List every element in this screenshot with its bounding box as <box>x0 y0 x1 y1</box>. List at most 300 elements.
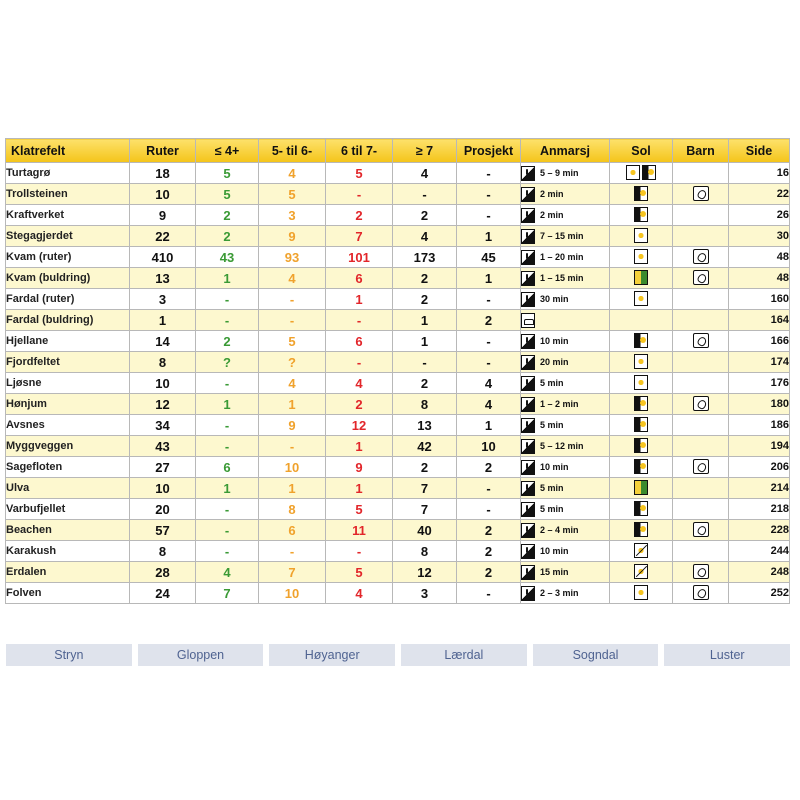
cell-klatrefelt: Beachen <box>6 520 130 541</box>
cell-sol <box>610 520 673 541</box>
cell-barn <box>673 331 729 352</box>
table-row <box>6 415 790 436</box>
cell-klatrefelt: Ulva <box>6 478 130 499</box>
walk-icon <box>521 334 535 349</box>
cell-grade-5-6: 5 <box>259 331 326 352</box>
cell-grade-5-6: 93 <box>259 247 326 268</box>
cell-grade-5-6: 8 <box>259 499 326 520</box>
anmarsj-time: 20 min <box>540 356 569 367</box>
cell-grade-7: 2 <box>393 457 457 478</box>
anmarsj-time: 5 – 9 min <box>540 167 579 178</box>
cell-grade-7: 13 <box>393 415 457 436</box>
cell-grade-7: 1 <box>393 310 457 331</box>
table-row <box>6 373 790 394</box>
table-row <box>6 583 790 604</box>
col-header-prosjekt: Prosjekt <box>457 139 521 163</box>
cell-grade-4: - <box>196 436 259 457</box>
cell-ruter: 24 <box>130 583 196 604</box>
cell-grade-7: 4 <box>393 226 457 247</box>
cell-grade-4: ? <box>196 352 259 373</box>
cell-sol <box>610 415 673 436</box>
cell-grade-4: 5 <box>196 184 259 205</box>
cell-grade-5-6: - <box>259 541 326 562</box>
anmarsj-time: 5 min <box>540 419 564 430</box>
cell-grade-6-7: 6 <box>326 331 393 352</box>
cell-side: 228 <box>729 520 790 541</box>
cell-prosjekt: - <box>457 583 521 604</box>
sun-icon <box>634 375 648 390</box>
cell-anmarsj <box>521 352 610 373</box>
walk-icon <box>521 271 535 286</box>
table-row <box>6 520 790 541</box>
cell-grade-7: 2 <box>393 268 457 289</box>
table-row <box>6 331 790 352</box>
cell-ruter: 20 <box>130 499 196 520</box>
cell-side: 174 <box>729 352 790 373</box>
cell-prosjekt: 4 <box>457 394 521 415</box>
cell-barn <box>673 562 729 583</box>
cell-ruter: 9 <box>130 205 196 226</box>
cell-grade-5-6: 10 <box>259 583 326 604</box>
sun-icon <box>634 228 648 243</box>
cell-grade-6-7: 2 <box>326 394 393 415</box>
cell-grade-7: 2 <box>393 205 457 226</box>
walk-icon <box>521 460 535 475</box>
table-row <box>6 226 790 247</box>
cell-sol <box>610 205 673 226</box>
cell-klatrefelt: Folven <box>6 583 130 604</box>
cell-anmarsj <box>521 562 610 583</box>
walk-icon <box>521 250 535 265</box>
cell-barn <box>673 394 729 415</box>
cell-anmarsj <box>521 184 610 205</box>
cell-klatrefelt: Erdalen <box>6 562 130 583</box>
cell-klatrefelt: Kraftverket <box>6 205 130 226</box>
cell-klatrefelt: Avsnes <box>6 415 130 436</box>
cell-grade-6-7: 1 <box>326 478 393 499</box>
cell-anmarsj <box>521 541 610 562</box>
cell-grade-4: 43 <box>196 247 259 268</box>
table-row <box>6 205 790 226</box>
cell-grade-5-6: 1 <box>259 478 326 499</box>
cell-barn <box>673 205 729 226</box>
cell-prosjekt: - <box>457 163 521 184</box>
cell-sol <box>610 541 673 562</box>
cell-barn <box>673 247 729 268</box>
anmarsj-time: 5 min <box>540 503 564 514</box>
sun-icon <box>634 291 648 306</box>
cell-klatrefelt: Karakush <box>6 541 130 562</box>
walk-icon <box>521 565 535 580</box>
cell-side: 218 <box>729 499 790 520</box>
region-tab-stryn: Stryn <box>6 644 132 666</box>
anmarsj-time: 15 min <box>540 566 569 577</box>
cell-grade-5-6: 7 <box>259 562 326 583</box>
walk-icon <box>521 187 535 202</box>
cell-grade-6-7: 6 <box>326 268 393 289</box>
table-row <box>6 478 790 499</box>
table-row <box>6 457 790 478</box>
cell-sol <box>610 184 673 205</box>
cell-grade-6-7: 1 <box>326 436 393 457</box>
cell-anmarsj <box>521 478 610 499</box>
cell-grade-4: - <box>196 541 259 562</box>
cell-sol <box>610 499 673 520</box>
cell-sol <box>610 373 673 394</box>
cell-grade-6-7: 5 <box>326 499 393 520</box>
cell-grade-4: 6 <box>196 457 259 478</box>
walk-icon <box>521 523 535 538</box>
cell-grade-7: - <box>393 352 457 373</box>
cell-grade-4: - <box>196 373 259 394</box>
cell-anmarsj <box>521 415 610 436</box>
anmarsj-time: 5 – 12 min <box>540 440 584 451</box>
cell-grade-7: 8 <box>393 394 457 415</box>
cell-sol <box>610 562 673 583</box>
cell-grade-4: 1 <box>196 394 259 415</box>
cell-grade-6-7: - <box>326 310 393 331</box>
cell-barn <box>673 583 729 604</box>
cell-ruter: 34 <box>130 415 196 436</box>
forest-shade-icon <box>634 270 648 285</box>
cell-side: 26 <box>729 205 790 226</box>
cell-grade-7: 7 <box>393 478 457 499</box>
cell-barn <box>673 436 729 457</box>
anmarsj-time: 2 min <box>540 209 564 220</box>
cell-klatrefelt: Hønjum <box>6 394 130 415</box>
cell-grade-5-6: 10 <box>259 457 326 478</box>
cell-grade-7: 40 <box>393 520 457 541</box>
cell-ruter: 1 <box>130 310 196 331</box>
cell-side: 16 <box>729 163 790 184</box>
cell-ruter: 10 <box>130 373 196 394</box>
climbing-areas-table-wrapper <box>5 138 789 604</box>
region-bar <box>6 644 790 666</box>
child-friendly-icon <box>693 585 709 600</box>
walk-icon <box>521 397 535 412</box>
walk-icon <box>521 376 535 391</box>
child-friendly-icon <box>693 333 709 348</box>
walk-icon <box>521 586 535 601</box>
cell-grade-5-6: - <box>259 310 326 331</box>
child-friendly-icon <box>693 270 709 285</box>
child-friendly-icon <box>693 459 709 474</box>
walk-icon <box>521 544 535 559</box>
cell-grade-5-6: - <box>259 289 326 310</box>
cell-grade-4: - <box>196 415 259 436</box>
anmarsj-time: 2 min <box>540 188 564 199</box>
cell-prosjekt: 1 <box>457 415 521 436</box>
cell-side: 48 <box>729 268 790 289</box>
cell-prosjekt: 45 <box>457 247 521 268</box>
cell-sol <box>610 310 673 331</box>
cell-grade-4: - <box>196 289 259 310</box>
col-header-barn: Barn <box>673 139 729 163</box>
cell-ruter: 13 <box>130 268 196 289</box>
anmarsj-time: 10 min <box>540 461 569 472</box>
walk-icon <box>521 208 535 223</box>
cell-sol <box>610 289 673 310</box>
cell-grade-5-6: 6 <box>259 520 326 541</box>
cell-prosjekt: 2 <box>457 541 521 562</box>
walk-icon <box>521 292 535 307</box>
col-header-anmarsj: Anmarsj <box>521 139 610 163</box>
cell-anmarsj <box>521 289 610 310</box>
cell-ruter: 8 <box>130 541 196 562</box>
climbing-areas-table <box>5 138 790 604</box>
table-row <box>6 499 790 520</box>
child-friendly-icon <box>693 186 709 201</box>
cell-side: 160 <box>729 289 790 310</box>
cell-klatrefelt: Myggveggen <box>6 436 130 457</box>
cell-barn <box>673 478 729 499</box>
cell-ruter: 3 <box>130 289 196 310</box>
cell-barn <box>673 415 729 436</box>
anmarsj-time: 30 min <box>540 293 569 304</box>
cell-barn <box>673 289 729 310</box>
cell-ruter: 10 <box>130 478 196 499</box>
child-friendly-icon <box>693 396 709 411</box>
cell-side: 248 <box>729 562 790 583</box>
cell-ruter: 10 <box>130 184 196 205</box>
cell-grade-6-7: 12 <box>326 415 393 436</box>
cell-klatrefelt: Turtagrø <box>6 163 130 184</box>
anmarsj-time: 10 min <box>540 335 569 346</box>
child-friendly-icon <box>693 564 709 579</box>
child-friendly-icon <box>693 522 709 537</box>
cell-ruter: 43 <box>130 436 196 457</box>
table-row <box>6 268 790 289</box>
cell-sol <box>610 163 673 184</box>
half-shade-icon <box>634 459 648 474</box>
cell-klatrefelt: Hjellane <box>6 331 130 352</box>
cell-grade-5-6: 4 <box>259 163 326 184</box>
cell-anmarsj <box>521 331 610 352</box>
cell-grade-4: 7 <box>196 583 259 604</box>
half-shade-icon <box>634 207 648 222</box>
cell-grade-6-7: 7 <box>326 226 393 247</box>
cell-grade-6-7: 9 <box>326 457 393 478</box>
cell-prosjekt: 2 <box>457 457 521 478</box>
cell-grade-5-6: 4 <box>259 373 326 394</box>
cell-grade-6-7: 4 <box>326 583 393 604</box>
table-body <box>6 163 790 604</box>
table-row <box>6 352 790 373</box>
sun-icon <box>634 354 648 369</box>
sun-icon <box>626 165 640 180</box>
cell-side: 22 <box>729 184 790 205</box>
cell-grade-6-7: 5 <box>326 163 393 184</box>
cell-grade-6-7: 4 <box>326 373 393 394</box>
cell-grade-7: 4 <box>393 163 457 184</box>
cell-prosjekt: 2 <box>457 310 521 331</box>
cell-anmarsj <box>521 373 610 394</box>
cell-barn <box>673 226 729 247</box>
table-row <box>6 247 790 268</box>
cell-side: 30 <box>729 226 790 247</box>
cell-klatrefelt: Stegagjerdet <box>6 226 130 247</box>
cell-grade-4: 1 <box>196 478 259 499</box>
cell-prosjekt: - <box>457 478 521 499</box>
child-friendly-icon <box>693 249 709 264</box>
cell-grade-4: - <box>196 310 259 331</box>
cell-prosjekt: 4 <box>457 373 521 394</box>
half-shade-icon <box>634 333 648 348</box>
cell-grade-6-7: 101 <box>326 247 393 268</box>
cell-side: 244 <box>729 541 790 562</box>
sun-icon <box>634 585 648 600</box>
cell-barn <box>673 520 729 541</box>
cell-ruter: 22 <box>130 226 196 247</box>
cell-ruter: 28 <box>130 562 196 583</box>
anmarsj-time: 5 min <box>540 377 564 388</box>
cell-grade-4: - <box>196 499 259 520</box>
walk-icon <box>521 166 535 181</box>
col-header-grade-7: ≥ 7 <box>393 139 457 163</box>
cell-grade-7: 8 <box>393 541 457 562</box>
col-header-sol: Sol <box>610 139 673 163</box>
cell-grade-7: - <box>393 184 457 205</box>
walk-icon <box>521 229 535 244</box>
cell-grade-6-7: 11 <box>326 520 393 541</box>
cell-prosjekt: - <box>457 352 521 373</box>
cell-grade-5-6: 4 <box>259 268 326 289</box>
table-row <box>6 289 790 310</box>
header-row <box>6 139 790 163</box>
anmarsj-time: 1 – 15 min <box>540 272 584 283</box>
region-tab-sogndal: Sogndal <box>533 644 659 666</box>
cell-barn <box>673 310 729 331</box>
cell-grade-7: 7 <box>393 499 457 520</box>
cell-barn <box>673 352 729 373</box>
cell-anmarsj <box>521 268 610 289</box>
cell-prosjekt: - <box>457 331 521 352</box>
cell-barn <box>673 184 729 205</box>
half-shade-icon <box>634 396 648 411</box>
table-row <box>6 310 790 331</box>
cell-sol <box>610 268 673 289</box>
car-icon <box>521 313 535 328</box>
anmarsj-time: 2 – 3 min <box>540 587 579 598</box>
cell-grade-6-7: 2 <box>326 205 393 226</box>
cell-sol <box>610 394 673 415</box>
cell-anmarsj <box>521 583 610 604</box>
walk-icon <box>521 502 535 517</box>
cell-side: 252 <box>729 583 790 604</box>
cell-grade-7: 12 <box>393 562 457 583</box>
cell-grade-7: 2 <box>393 289 457 310</box>
cell-sol <box>610 478 673 499</box>
cell-prosjekt: 10 <box>457 436 521 457</box>
region-tab-laerdal: Lærdal <box>401 644 527 666</box>
half-shade-icon <box>634 438 648 453</box>
cell-grade-5-6: 9 <box>259 226 326 247</box>
cell-side: 206 <box>729 457 790 478</box>
cell-grade-4: 2 <box>196 226 259 247</box>
cell-side: 164 <box>729 310 790 331</box>
cell-klatrefelt: Kvam (ruter) <box>6 247 130 268</box>
walk-icon <box>521 439 535 454</box>
cell-barn <box>673 268 729 289</box>
table-row <box>6 436 790 457</box>
cell-grade-4: - <box>196 520 259 541</box>
no-sun-icon <box>634 564 648 579</box>
cell-klatrefelt: Sagefloten <box>6 457 130 478</box>
cell-prosjekt: - <box>457 289 521 310</box>
cell-grade-4: 2 <box>196 331 259 352</box>
table-row <box>6 163 790 184</box>
cell-anmarsj <box>521 205 610 226</box>
cell-ruter: 27 <box>130 457 196 478</box>
cell-side: 166 <box>729 331 790 352</box>
cell-prosjekt: - <box>457 499 521 520</box>
cell-grade-7: 173 <box>393 247 457 268</box>
walk-icon <box>521 418 535 433</box>
cell-grade-5-6: - <box>259 436 326 457</box>
cell-klatrefelt: Ljøsne <box>6 373 130 394</box>
cell-side: 48 <box>729 247 790 268</box>
cell-klatrefelt: Trollsteinen <box>6 184 130 205</box>
cell-klatrefelt: Kvam (buldring) <box>6 268 130 289</box>
anmarsj-time: 1 – 20 min <box>540 251 584 262</box>
cell-anmarsj <box>521 247 610 268</box>
cell-prosjekt: - <box>457 184 521 205</box>
cell-grade-7: 42 <box>393 436 457 457</box>
cell-prosjekt: 2 <box>457 562 521 583</box>
cell-anmarsj <box>521 520 610 541</box>
half-shade-icon <box>634 417 648 432</box>
half-shade-icon <box>634 186 648 201</box>
cell-ruter: 12 <box>130 394 196 415</box>
table-row <box>6 541 790 562</box>
anmarsj-time: 1 – 2 min <box>540 398 579 409</box>
walk-icon <box>521 481 535 496</box>
cell-barn <box>673 499 729 520</box>
cell-prosjekt: 1 <box>457 268 521 289</box>
anmarsj-time: 2 – 4 min <box>540 524 579 535</box>
cell-sol <box>610 436 673 457</box>
cell-anmarsj <box>521 226 610 247</box>
cell-grade-6-7: - <box>326 352 393 373</box>
anmarsj-time: 7 – 15 min <box>540 230 584 241</box>
cell-grade-5-6: 3 <box>259 205 326 226</box>
cell-grade-7: 2 <box>393 373 457 394</box>
cell-grade-5-6: 1 <box>259 394 326 415</box>
cell-barn <box>673 163 729 184</box>
region-tab-hoyanger: Høyanger <box>269 644 395 666</box>
anmarsj-time: 10 min <box>540 545 569 556</box>
cell-side: 176 <box>729 373 790 394</box>
cell-side: 186 <box>729 415 790 436</box>
cell-anmarsj <box>521 436 610 457</box>
cell-anmarsj <box>521 394 610 415</box>
cell-klatrefelt: Fjordfeltet <box>6 352 130 373</box>
cell-side: 180 <box>729 394 790 415</box>
cell-anmarsj <box>521 457 610 478</box>
cell-barn <box>673 541 729 562</box>
cell-side: 214 <box>729 478 790 499</box>
cell-ruter: 18 <box>130 163 196 184</box>
cell-side: 194 <box>729 436 790 457</box>
col-header-side: Side <box>729 139 790 163</box>
cell-grade-4: 1 <box>196 268 259 289</box>
cell-sol <box>610 247 673 268</box>
cell-grade-6-7: 1 <box>326 289 393 310</box>
cell-grade-5-6: 9 <box>259 415 326 436</box>
cell-anmarsj <box>521 310 610 331</box>
col-header-grade-4: ≤ 4+ <box>196 139 259 163</box>
cell-sol <box>610 583 673 604</box>
